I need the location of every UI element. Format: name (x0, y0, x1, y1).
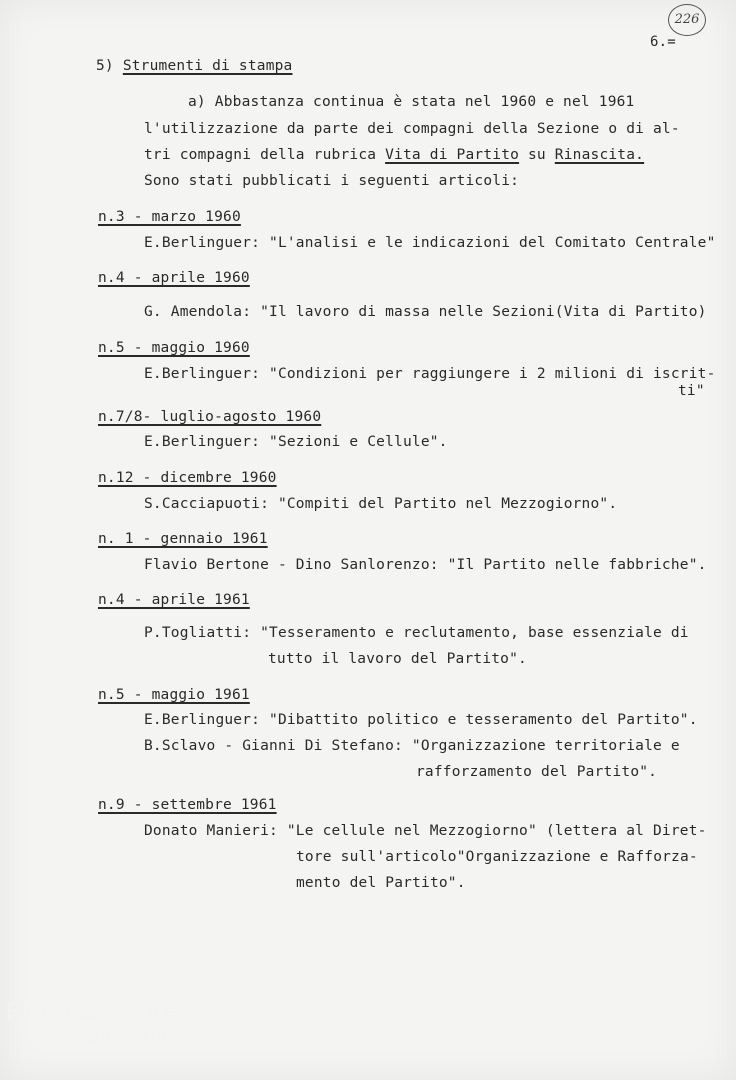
rubric-rinascita: Rinascita. (554, 147, 645, 163)
issue-heading: n. 1 - gennaio 1961 (98, 531, 268, 547)
issue-heading: n.4 - aprile 1961 (98, 592, 250, 608)
article-line: E.Berlinguer: "Condizioni per raggiungere i 2 milioni di iscrit- (144, 366, 716, 382)
intro-line-3 (144, 147, 644, 163)
article-line: mento del Partito". (296, 875, 466, 891)
intro-line-3-mid: su (519, 147, 555, 163)
issue-heading: n.5 - maggio 1961 (98, 687, 250, 703)
watermark-line-2: GRAMSCI (46, 1026, 168, 1051)
intro-line-2: l'utilizzazione da parte dei compagni della Sezione o di al- (144, 121, 680, 137)
intro-line-1: a) Abbastanza continua è stata nel 1960 e nel 1961 (188, 94, 635, 110)
article-line: S.Cacciapuoti: "Compiti del Partito nel Mezzogiorno". (144, 496, 618, 512)
section-label: Strumenti di stampa (122, 58, 293, 74)
issue-heading: n.9 - settembre 1961 (98, 797, 277, 813)
intro-line-3-text: tri compagni della rubrica (144, 147, 386, 163)
article-line: Flavio Bertone - Dino Sanlorenzo: "Il Partito nelle fabbriche". (144, 557, 707, 573)
watermark-line-1: FONDAZIONE (6, 1000, 180, 1025)
article-line: rafforzamento del Partito". (416, 764, 658, 780)
article-line: P.Togliatti: "Tesseramento e reclutamento, base essenziale di (144, 625, 689, 641)
article-line: Donato Manieri: "Le cellule nel Mezzogiorno" (lettera al Diret- (144, 823, 707, 839)
intro-line-4: Sono stati pubblicati i seguenti articoli: (144, 173, 520, 189)
issue-heading: n.4 - aprile 1960 (98, 270, 250, 286)
article-line: B.Sclavo - Gianni Di Stefano: "Organizzazione territoriale e (144, 738, 680, 754)
archive-number-stamp: 226 (668, 4, 706, 36)
article-line: tore sull'articolo"Organizzazione e Rafforza- (296, 849, 698, 865)
article-line: E.Berlinguer: "Sezioni e Cellule". (144, 434, 448, 450)
issue-heading: n.5 - maggio 1960 (98, 340, 250, 356)
article-line: ti" (678, 383, 705, 399)
article-line: G. Amendola: "Il lavoro di massa nelle Sezioni(Vita di Partito) (144, 304, 707, 320)
article-line: E.Berlinguer: "Dibattito politico e tesseramento del Partito". (144, 712, 698, 728)
section-title (96, 58, 292, 74)
issue-heading: n.12 - dicembre 1960 (98, 470, 277, 486)
section-number: 5) (96, 58, 114, 74)
watermark-logo (6, 1000, 180, 1052)
rubric-vita-di-partito: Vita di Partito (385, 147, 520, 163)
issue-heading: n.7/8- luglio-agosto 1960 (98, 409, 322, 425)
issue-heading: n.3 - marzo 1960 (98, 209, 241, 225)
article-line: tutto il lavoro del Partito". (268, 651, 527, 667)
article-line: E.Berlinguer: "L'analisi e le indicazioni del Comitato Centrale" (144, 235, 716, 251)
page-number: 6.= (650, 34, 676, 50)
